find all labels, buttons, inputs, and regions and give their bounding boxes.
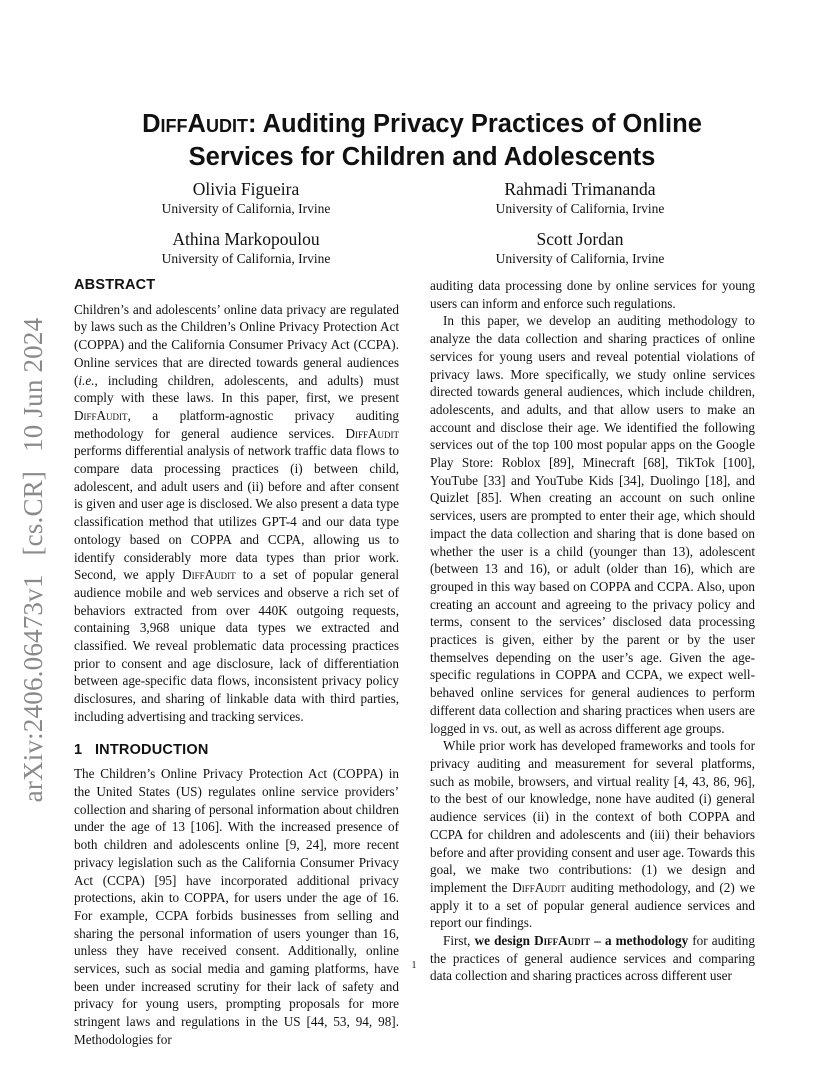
abstract-heading: ABSTRACT — [74, 277, 156, 293]
author-name: Athina Markopoulou — [172, 229, 320, 249]
arxiv-date: 10 Jun 2024 — [18, 317, 48, 452]
title-line1-rest: : Auditing Privacy Practices of Online — [247, 110, 702, 138]
left-column — [74, 277, 399, 1049]
title-line2: Services for Children and Adolescents — [188, 143, 656, 171]
arxiv-category: [cs.CR] — [18, 470, 48, 556]
intro-paragraph-1-continued: auditing data processing done by online services for young users can inform and enforce such regulations. — [430, 278, 755, 311]
author-affiliation: University of California, Irvine — [161, 201, 331, 216]
arxiv-sidebar-stamp — [18, 280, 58, 840]
author-4 — [430, 228, 730, 268]
author-affiliation: University of California, Irvine — [495, 251, 665, 266]
author-affiliation: University of California, Irvine — [161, 251, 331, 266]
arxiv-id: arXiv:2406.06473v1 — [18, 574, 48, 803]
title-system-name: DiffAudit — [142, 110, 248, 138]
author-3 — [96, 228, 396, 268]
abstract-paragraph: Children’s and adolescents’ online data privacy are regulated by laws such as the Children’s Online Privacy Protection Act (COPPA) and the California Consumer Privacy Act (CCPA). Online services that are directed towards general audiences (i.e., including children, adolescents, and adults) must comply with these laws. In this paper, first, we present DiffAudit, a platform-agnostic privacy auditing methodology for general audience services. DiffAudit performs differential analysis of network traffic data flows to compare data processing practices (i) between child, adolescent, and adult users and (ii) before and after consent is given and user age is disclosed. We also present a data type classification method that utilizes GPT-4 and our data type ontology based on COPPA and CCPA, allowing us to identify considerably more data types than prior work. Second, we apply DiffAudit to a set of popular general audience mobile and web services and observe a rich set of behaviors extracted from over 440K outgoing requests, containing 3,968 unique data types we extracted and classified. We reveal problematic data processing practices prior to consent and age disclosure, lack of differentiation between age-specific data flows, inconsistent privacy policy disclosures, and sharing of linkable data with third parties, including advertising and tracking services. — [74, 301, 399, 724]
intro-paragraph-2: In this paper, we develop an auditing methodology to analyze the data collection and sharing practices of online services for young users and reveal potential violations of privacy laws. More specifically, we study online services directed towards general audiences, which include children, adolescents, and adults, and that allow users to make an account and disclose their age. We identified the following services out of the top 100 most popular apps on the Google Play Store: Roblox [89], Minecraft [68], TikTok [100], YouTube [33] and YouTube Kids [34], Duolingo [18], and Quizlet [85]. When creating an account on such online services, users are prompted to enter their age, which should impact the data collection and sharing that is done based on whether the user is a child (younger than 13), adolescent (between 13 and 16), or adult (older than 16), which are grouped in this way based on COPPA and CCPA. Also, upon creating an account and agreeing to the privacy policy and terms, consent to the services’ disclosed data processing practices is given, either by the parent or by the user themselves depending on the user’s age. Given the age-specific regulations in COPPA and CCPA, we expect well-behaved online services for general audiences to perform different data collection and sharing practices when users are logged in vs. out, as well as across different age groups. — [430, 313, 755, 736]
right-column — [430, 277, 755, 985]
page-number: 1 — [411, 960, 417, 971]
introduction-heading: 1 INTRODUCTION — [74, 741, 209, 758]
paper-title — [74, 108, 770, 174]
author-name: Olivia Figueira — [192, 179, 300, 199]
intro-paragraph-4: First, we design DiffAudit – a methodology for auditing the practices of general audience services and comparing data collection and sharing practices across different user — [430, 933, 755, 984]
author-name: Scott Jordan — [536, 229, 624, 249]
author-name: Rahmadi Trimananda — [504, 179, 656, 199]
intro-paragraph-3: While prior work has developed frameworks and tools for privacy auditing and measurement for several platforms, such as mobile, browsers, and virtual reality [4, 43, 86, 96], to the best of our knowledge, none have audited (i) general audience services (ii) in the context of both COPPA and CCPA for children and adolescents and (iii) their behaviors before and after providing consent and user age. Towards this goal, we make two contributions: (1) we design and implement the DiffAudit auditing methodology, and (2) we apply it to a set of popular general audience services and report our findings. — [430, 738, 755, 931]
intro-paragraph-1: The Children’s Online Privacy Protection Act (COPPA) in the United States (US) regulates online service providers’ collection and sharing of personal information about children under the age of 13 [106]. With the increased presence of both children and adolescents online [9, 24], more recent privacy legislation such as the California Consumer Privacy Act (CCPA) [95] have incorporated additional privacy protections, akin to COPPA, for users under the age of 16. For example, CCPA forbids businesses from selling and sharing the personal information of users younger than 16, unless they have received consent. Additionally, online services, such as social media and gaming platforms, have been under increased scrutiny for their lack of safety and privacy for young users, prompting proposals for more stringent laws and regulations in the US [44, 53, 94, 98]. Methodologies for — [74, 766, 399, 1047]
author-affiliation: University of California, Irvine — [495, 201, 665, 216]
author-1 — [96, 178, 396, 218]
author-2 — [430, 178, 730, 218]
